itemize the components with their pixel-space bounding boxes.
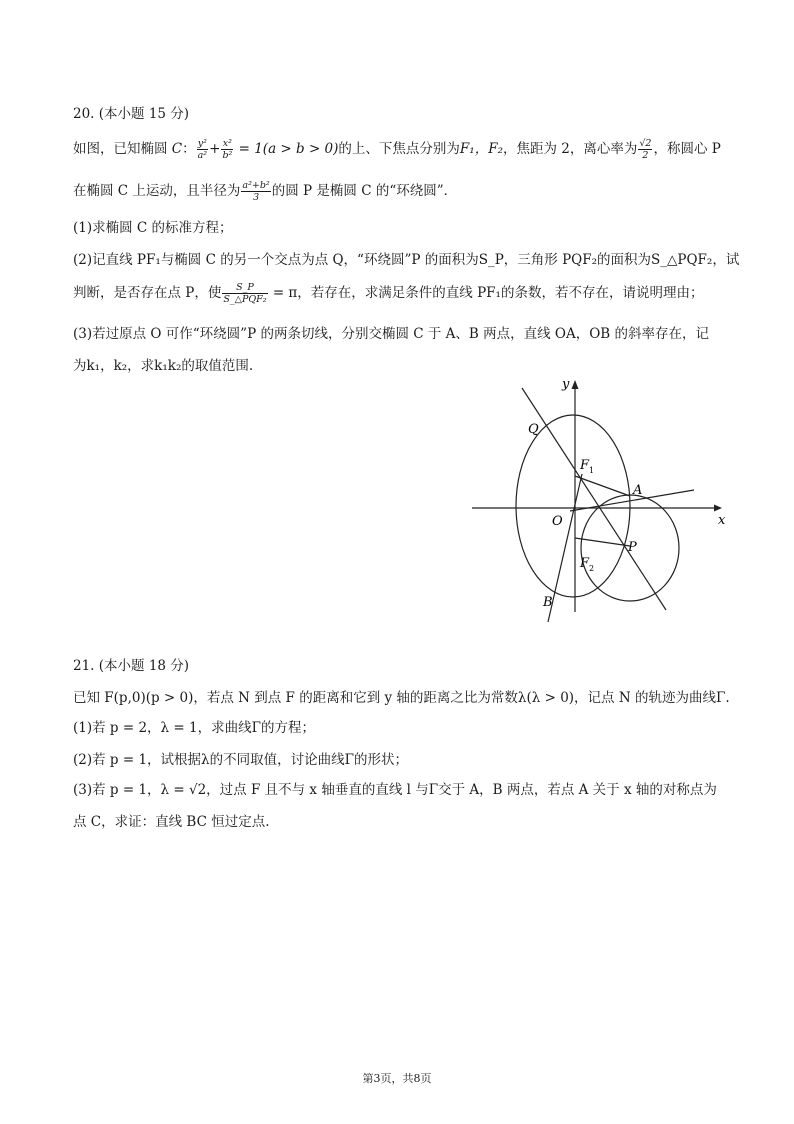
label-f1-subscript: 1 <box>589 466 595 475</box>
label-q: Q <box>528 422 539 437</box>
text-segment: 的圆 P 是椭圆 C 的“环绕圆”． <box>271 183 458 199</box>
denominator: 3 <box>253 192 260 203</box>
text-segment: ，焦距为 2，离心率为 <box>502 141 638 157</box>
text-segment: ： <box>182 141 196 157</box>
label-f2-subscript: 2 <box>589 564 595 573</box>
label-f2: F <box>580 556 590 571</box>
eccentricity-fraction <box>638 138 652 161</box>
fraction-y2-a2 <box>197 138 208 161</box>
label-p: P <box>628 540 637 555</box>
problem-20-question-3-line-2: 为k₁，k₂，求k₁k₂的取值范围. <box>73 358 254 374</box>
ellipse-c <box>516 415 630 597</box>
numerator: x² <box>222 138 232 149</box>
problem-20-heading: 20. (本小题 15 分) <box>73 106 190 122</box>
fraction-x2-b2 <box>221 138 233 161</box>
label-f1: F <box>580 458 590 473</box>
numerator: S_P <box>222 282 267 294</box>
text-segment: ，称圆心 P <box>653 141 721 157</box>
problem-20-question-2-line-1: (2)记直线 PF₁与椭圆 C 的另一个交点为点 Q，“环绕圆”P 的面积为S_P，三角形 PQF₂的面积为S_△PQF₂，试 <box>73 252 740 268</box>
text-segment: = π，若存在，求满足条件的直线 PF₁的条数，若不存在，请说明理由； <box>268 285 704 301</box>
label-y: y <box>562 377 570 392</box>
denominator: b² <box>222 150 233 161</box>
text-segment: 在椭圆 C 上运动，且半径为 <box>73 183 241 199</box>
ellipse-figure <box>470 372 735 627</box>
line-ob <box>548 474 582 622</box>
area-ratio-fraction <box>222 282 267 305</box>
problem-20-line-1 <box>73 138 733 161</box>
denominator: S_△PQF₂ <box>223 294 267 305</box>
label-b: B <box>543 595 553 610</box>
radius-fraction <box>241 180 270 203</box>
problem-21-heading: 21. (本小题 18 分) <box>73 658 190 674</box>
problem-20-line-2 <box>73 180 733 203</box>
problem-20-question-3-line-1: (3)若过原点 O 可作“环绕圆”P 的两条切线，分别交椭圆 C 于 A、B 两点，直线 OA，OB 的斜率存在，记 <box>73 326 710 342</box>
numerator: y² <box>197 138 207 149</box>
page-footer: 第3页，共8页 <box>362 1072 432 1085</box>
foci-names: F₁，F₂ <box>459 141 503 157</box>
denominator: a² <box>197 150 208 161</box>
text-segment: 判断，是否存在点 P，使 <box>73 285 222 301</box>
segment-f1-a <box>575 476 630 496</box>
problem-21-intro: 已知 F(p,0)(p > 0)，若点 N 到点 F 的距离和它到 y 轴的距离之比为常数λ(λ > 0)，记点 N 的轨迹为曲线Γ. <box>73 690 730 706</box>
problem-20-question-1: (1)求椭圆 C 的标准方程； <box>73 220 233 236</box>
ellipse-name: C <box>171 141 183 157</box>
y-axis-arrow <box>572 380 579 389</box>
problem-21-question-3-line-1: (3)若 p = 1，λ = √2，过点 F 且不与 x 轴垂直的直线 l 与Γ交于 A，B 两点，若点 A 关于 x 轴的对称点为 <box>73 782 717 798</box>
label-o: O <box>552 514 563 529</box>
text-segment: 的上、下焦点分别为 <box>338 141 460 157</box>
plus-sign: + <box>209 141 221 157</box>
problem-20-question-2-line-2 <box>73 282 733 305</box>
problem-21-question-2: (2)若 p = 1，试根据λ的不同取值，讨论曲线Γ的形状； <box>73 752 408 768</box>
denominator: 2 <box>642 150 649 161</box>
problem-21-question-3-line-2: 点 C，求证：直线 BC 恒过定点. <box>73 814 270 830</box>
text-segment: 如图，已知椭圆 <box>73 141 172 157</box>
numerator: √2 <box>639 138 652 149</box>
ellipse-condition: = 1(a > b > 0) <box>234 141 339 157</box>
problem-21-question-1: (1)若 p = 2，λ = 1，求曲线Γ的方程； <box>73 720 315 736</box>
label-x: x <box>718 513 726 528</box>
x-axis-arrow <box>714 505 722 512</box>
numerator: a²+b² <box>242 180 270 191</box>
label-a: A <box>633 483 643 498</box>
